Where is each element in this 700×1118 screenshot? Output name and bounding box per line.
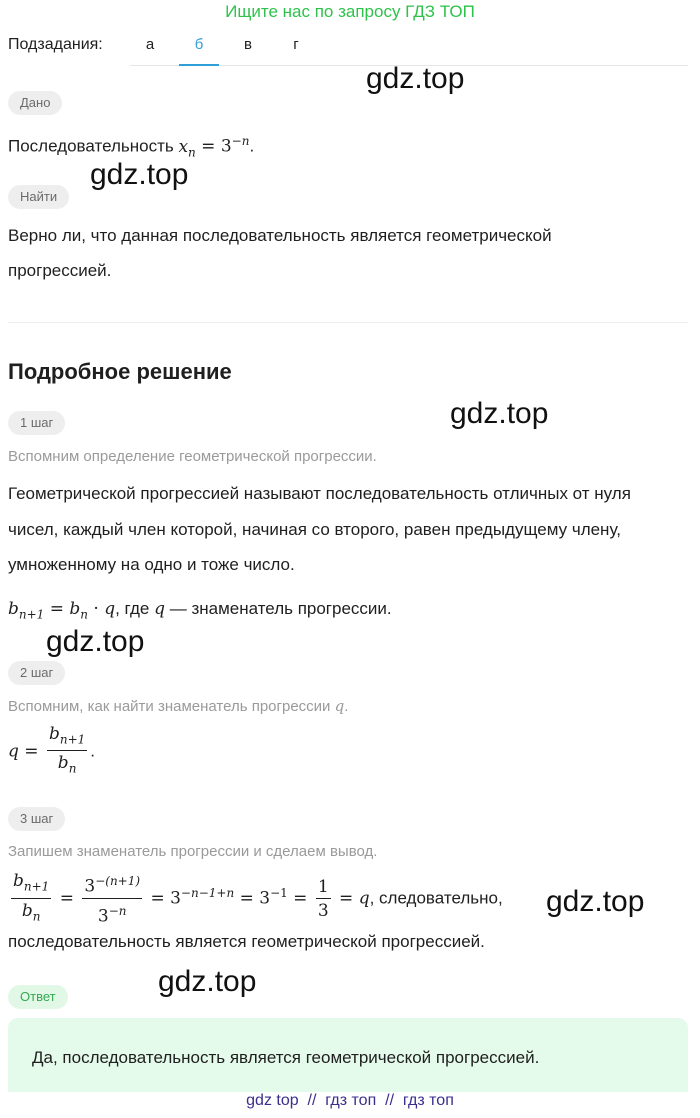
search-banner: Ищите нас по запросу ГДЗ ТОП — [225, 2, 475, 21]
step1-hint: Вспомним определение геометрической прогрессии. — [8, 448, 377, 465]
step2-pill: 2 шаг — [8, 661, 65, 685]
solution-heading: Подробное решение — [8, 359, 232, 384]
tab-a[interactable]: а — [145, 36, 155, 53]
find-line-2: прогрессией. — [8, 261, 112, 280]
find-pill: Найти — [8, 185, 69, 209]
step3-hint: Запишем знаменатель прогрессии и сделаем вывод. — [8, 843, 378, 860]
step1-line-3: умноженному на одно и тоже число. — [8, 555, 295, 574]
subtasks-label: Подзадания: — [8, 36, 103, 53]
step1-pill: 1 шаг — [8, 411, 65, 435]
subtasks-nav — [8, 36, 688, 66]
step1-line-2: чисел, каждый член которой, начиная со второго, равен предыдущему члену, — [8, 520, 621, 539]
watermark: gdz.top — [158, 965, 257, 998]
step3-formula: $\frac{b_{n+1}}{b_n}$ = $\frac{3^{-(n+1)}}{3^{-n}}$ = $3^{-n-1+n} = 3^{-1}$ = $\frac{1}{3}$ = q, следовательно, — [13, 871, 503, 927]
tab-b[interactable]: б — [179, 36, 219, 66]
watermark: gdz.top — [546, 885, 645, 918]
watermark: gdz.top — [90, 158, 189, 191]
step3-conclusion: последовательность является геометрической прогрессией. — [8, 932, 485, 951]
step1-formula: $b_{n+1} = b_n \cdot q$, где q — знаменатель прогрессии. — [8, 599, 392, 622]
watermark: gdz.top — [46, 625, 145, 658]
tab-g[interactable]: г — [293, 36, 299, 53]
footer-links: gdz top // гдз топ // гдз топ — [246, 1092, 454, 1109]
section-divider — [8, 322, 688, 323]
find-line-1: Верно ли, что данная последовательность является геометрической — [8, 226, 552, 245]
given-pill: Дано — [8, 91, 62, 115]
answer-box — [8, 1018, 688, 1092]
watermark: gdz.top — [366, 62, 465, 95]
step1-line-1: Геометрической прогрессией называют последовательность отличных от нуля — [8, 484, 631, 503]
tab-v[interactable]: в — [244, 36, 252, 53]
watermark: gdz.top — [450, 397, 549, 430]
answer-text: Да, последовательность является геометрической прогрессией. — [32, 1048, 540, 1067]
step3-pill: 3 шаг — [8, 807, 65, 831]
given-text: Последовательность $x_n = 3^{-n}$. — [8, 134, 255, 160]
answer-pill: Ответ — [8, 985, 68, 1009]
step2-hint: Вспомним, как найти знаменатель прогрессии q. — [8, 697, 349, 715]
step2-formula: q = $\frac{b_{n+1}}{b_n}$ . — [8, 724, 95, 776]
